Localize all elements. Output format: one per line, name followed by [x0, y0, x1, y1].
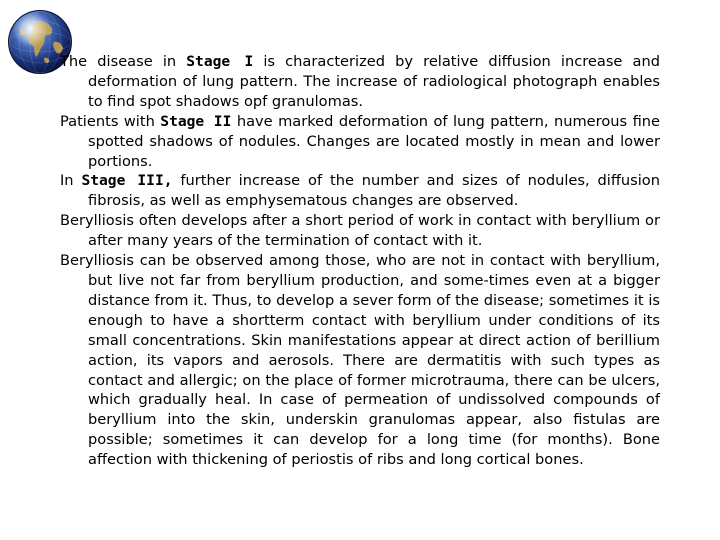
- paragraph-stage-2: [60, 112, 660, 172]
- paragraph-exposure: Berylliosis can be observed among those, who are not in contact with beryllium, but live not far from beryllium production, and some-times even at a bigger distance from it. Thus, to develop a sever form of the disease; sometimes it is enough to have a shortterm contact with beryllium under conditions of its small concentrations. Skin manifestations appear at direct action of berillium action, its vapors and aerosols. There are dermatitis with such types as contact and allergic; on the place of former microtrauma, there can be ulcers, which gradually heal. In case of permeation of undissolved compounds of beryllium into the skin, underskin granulomas appear, also fistulas are possible; sometimes it can develop for a long time (for months). Bone affection with thickening of periostis of ribs and long cortical bones.: [60, 252, 660, 469]
- paragraph-text: The disease in: [60, 53, 187, 70]
- stage-label: Stage III,: [81, 172, 173, 190]
- paragraph-text: further increase of the number and sizes of nodules, diffusion fibrosis, as well as emphysematous changes are observed.: [88, 172, 660, 210]
- stage-label: Stage I: [186, 53, 254, 70]
- paragraph-text: is characterized by relative diffusion increase and deformation of lung pattern. The increase of radiological photograph enables to find spot shadows opf granulomas.: [88, 53, 660, 110]
- paragraph-stage-3: [60, 171, 660, 211]
- paragraph-text: Patients with: [60, 112, 161, 130]
- paragraph-stage-1: [60, 52, 660, 112]
- paragraph-text: In: [60, 172, 82, 190]
- stage-label: Stage II: [160, 112, 232, 130]
- paragraph-text: have marked deformation of lung pattern, numerous fine spotted shadows of nodules. Changes are located mostly in mean and lower portions.: [88, 112, 660, 170]
- paragraph-onset: Berylliosis often develops after a short period of work in contact with beryllium or after many years of the termination of contact with it.: [60, 212, 660, 250]
- body-text: [60, 52, 660, 470]
